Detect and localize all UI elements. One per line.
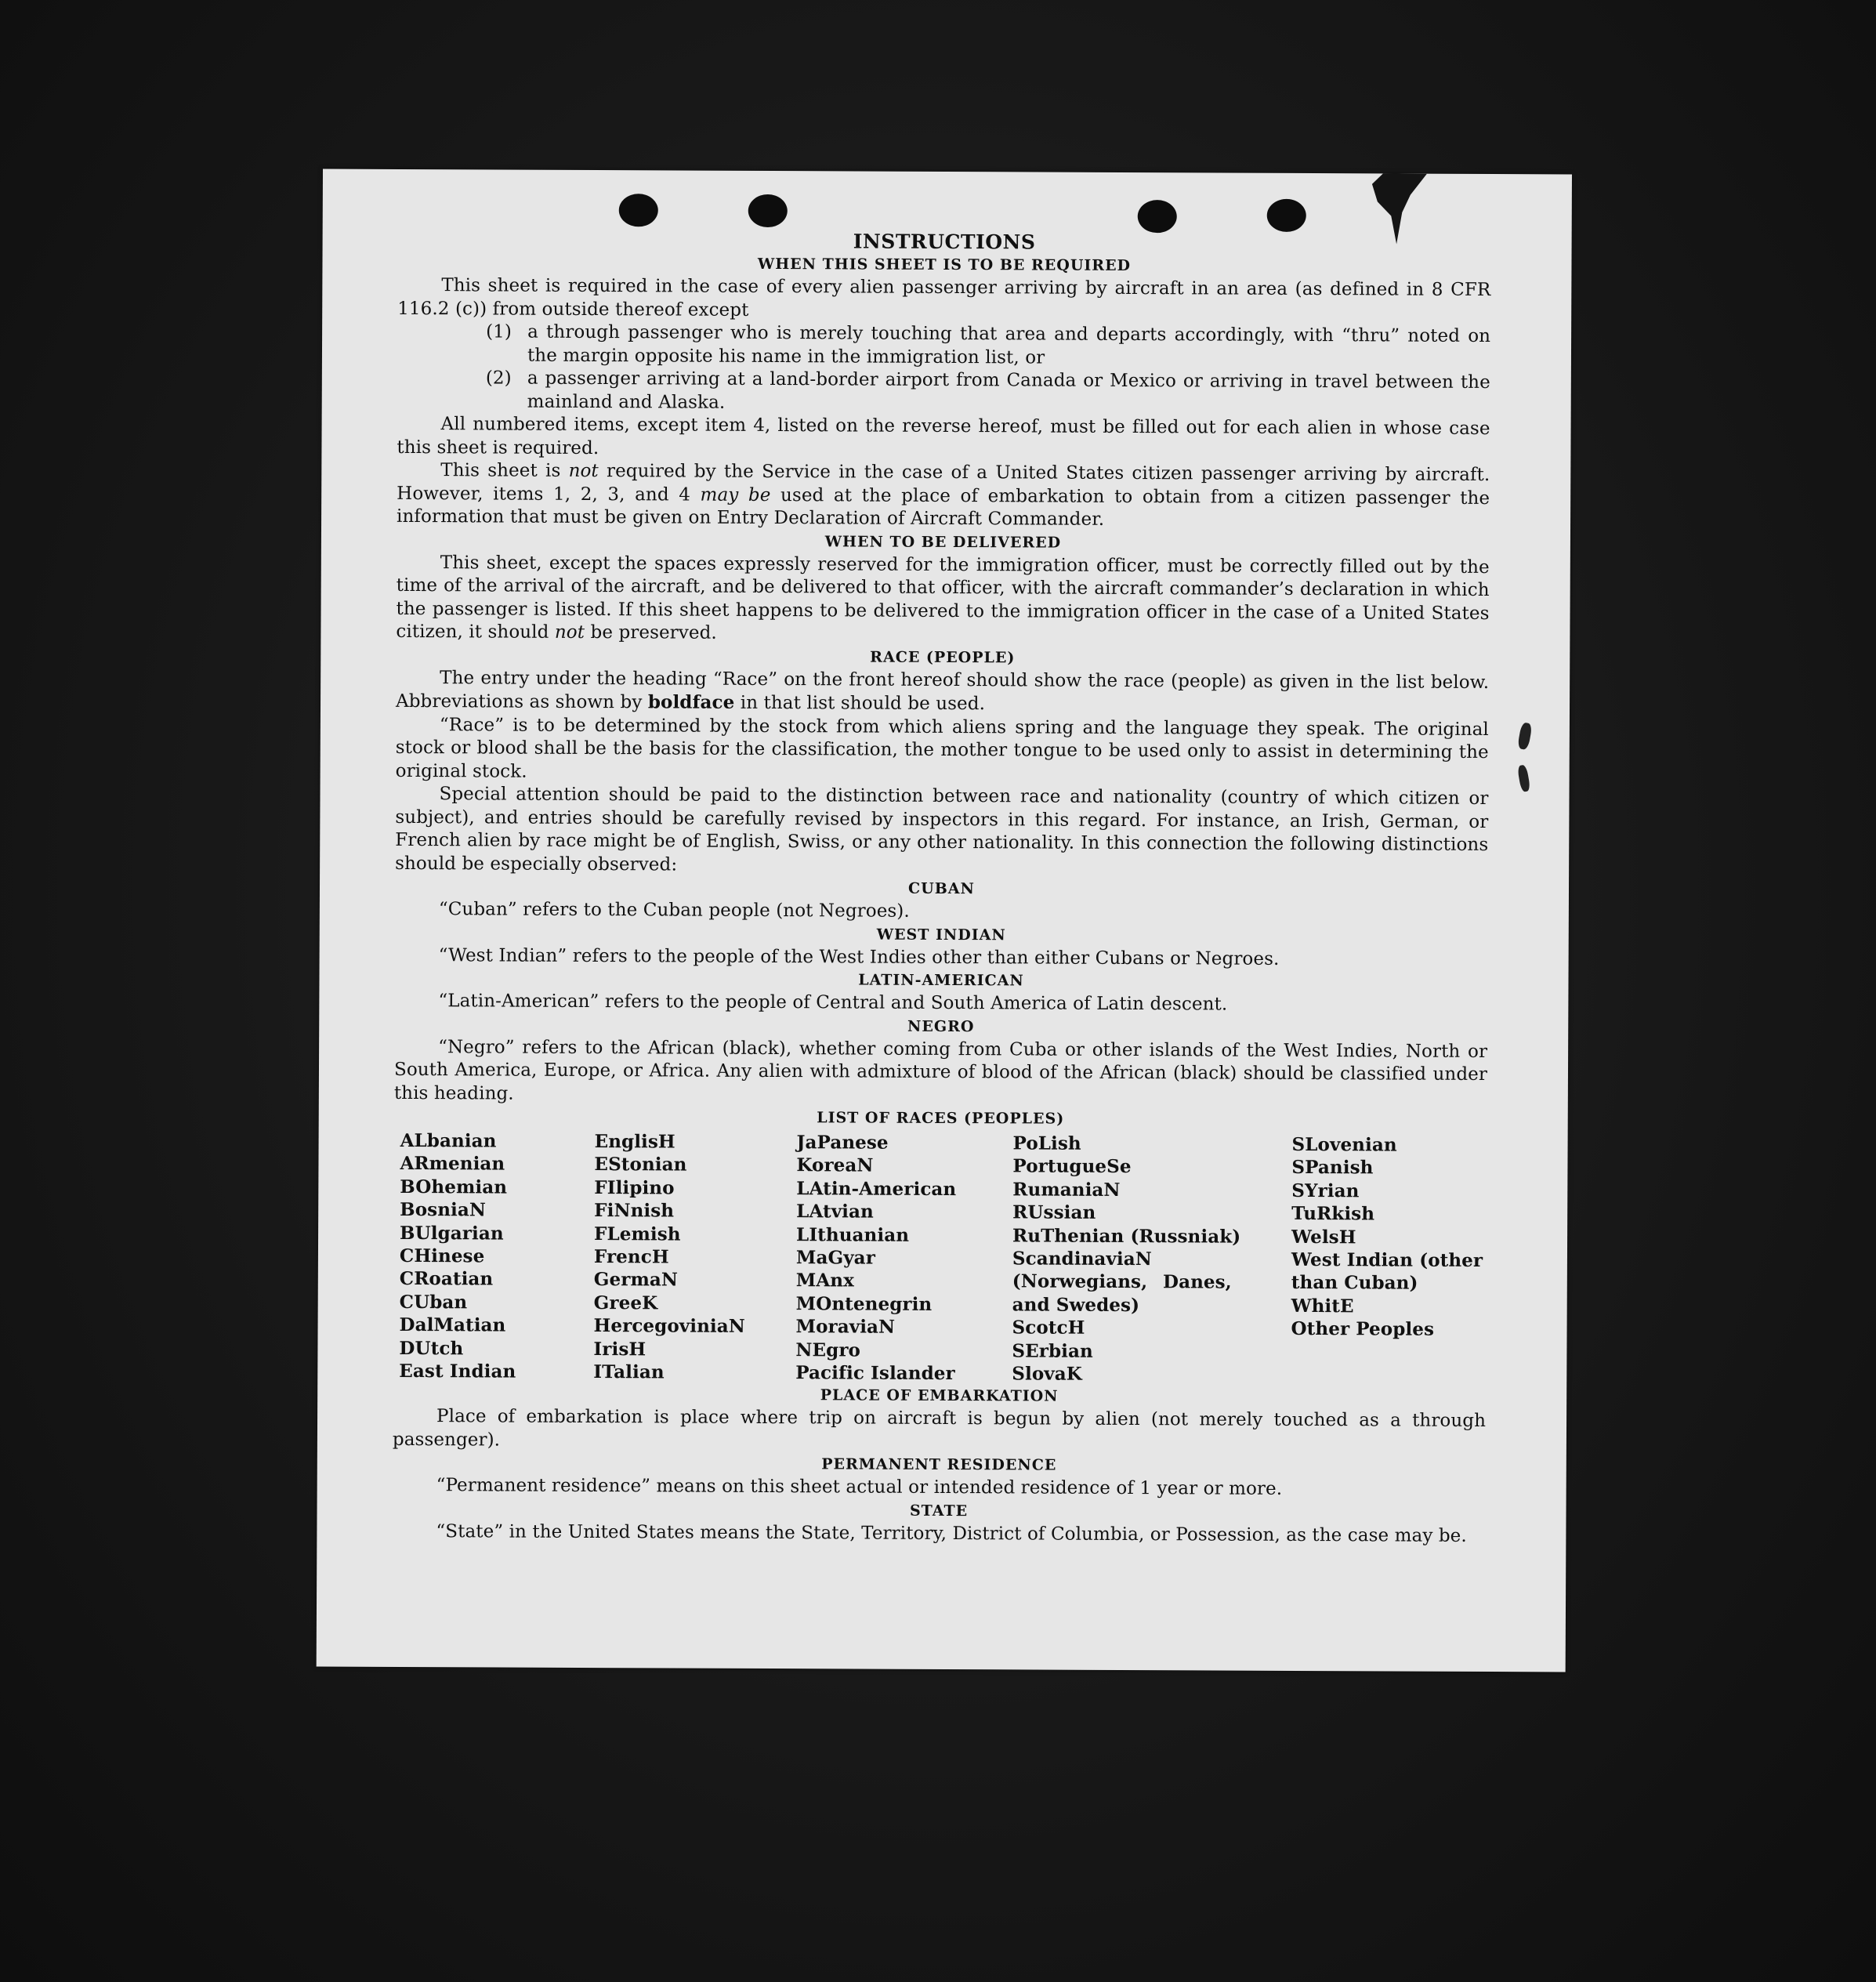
section-heading: LATIN-AMERICAN [858, 971, 1024, 990]
punch-hole [619, 194, 658, 226]
text-run: required by the Service in the case of a United States citizen passenger arriving by aircraft. However, items 1, 2, 3, and 4 [397, 461, 1490, 505]
race-item: LAtin-American [796, 1177, 957, 1200]
race-item: ALbanian [400, 1129, 497, 1152]
race-item: CRoatian [399, 1268, 494, 1290]
race-item: RuThenian (Russniak) [1012, 1225, 1241, 1248]
text-run: This sheet, except the spaces expressly reserved for the immigration officer, must be correctly filled out by the time of the arrival of the aircraft, and be delivered to that officer, with the aircraft commander’s declaration in which the passenger is listed. If this sheet happens to be delivered to the immigration officer in the case of a United States citizen, it should [396, 552, 1490, 643]
paragraph: “Race” is to be determined by the stock from which aliens spring and the language they speak. The original stock or blood shall be the basis for the classification, the mother tongue to be used only to assist in determining the original stock. [395, 714, 1489, 782]
section-heading: WEST INDIAN [876, 926, 1006, 944]
race-item: FLemish [594, 1223, 681, 1245]
section-heading: WHEN THIS SHEET IS TO BE REQUIRED [757, 255, 1132, 275]
race-item: ARmenian [400, 1153, 505, 1175]
race-item: HercegoviniaN [593, 1315, 745, 1338]
ink-mark [1517, 764, 1531, 792]
section-heading: LIST OF RACES (PEOPLES) [817, 1109, 1065, 1128]
race-item: East Indian [399, 1361, 516, 1382]
race-item: TuRkish [1291, 1203, 1375, 1225]
paragraph [396, 551, 1490, 648]
race-item: GreeK [593, 1292, 658, 1314]
race-item: SLovenian [1291, 1133, 1397, 1156]
section-heading: STATE [909, 1502, 969, 1520]
race-item: LIthuanian [796, 1223, 910, 1246]
race-item: SPanish [1291, 1157, 1374, 1179]
race-item: Pacific Islander [795, 1362, 955, 1385]
race-item: EStonian [594, 1154, 687, 1176]
section-heading: CUBAN [908, 879, 975, 898]
sheet-content [392, 228, 1490, 1549]
paragraph: “Permanent residence” means on this sheet actual or intended residence of 1 year or more. [436, 1475, 1283, 1500]
race-column [795, 1131, 1012, 1386]
race-item: MaGyar [795, 1247, 876, 1269]
race-item: BOhemian [400, 1176, 508, 1198]
italic-text: not [568, 460, 599, 482]
punch-hole [1138, 200, 1177, 233]
section-heading: PERMANENT RESIDENCE [821, 1455, 1057, 1475]
exception-item [486, 321, 1490, 371]
race-item: ScandinaviaN (Norwegians, Danes, and Swedes) [1012, 1248, 1232, 1316]
race-column [399, 1129, 594, 1384]
section-heading: NEGRO [907, 1017, 975, 1035]
race-item: PortugueSe [1012, 1155, 1132, 1178]
page-title: INSTRUCTIONS [853, 230, 1036, 254]
race-item: PoLish [1012, 1132, 1081, 1154]
paragraph [397, 459, 1490, 534]
race-item: NEgro [795, 1339, 861, 1361]
paragraph: Place of embarkation is place where trip on aircraft is begun by alien (not merely touched as a through passenger). [392, 1406, 1487, 1451]
race-item: LAtvian [796, 1201, 874, 1223]
race-item: West Indian (other than Cuban) [1291, 1248, 1483, 1295]
race-item: RumaniaN [1012, 1179, 1121, 1201]
italic-text: may be [700, 484, 771, 505]
section-heading: PLACE OF EMBARKATION [820, 1386, 1059, 1406]
race-item: MAnx [795, 1270, 855, 1292]
paragraph: “Negro” refers to the African (black), whether coming from Cuba or other islands of the West Indies, North or South America, Europe, or Africa. Any alien with admixture of blood of the African (black) should be classified under this heading. [393, 1036, 1488, 1104]
race-item: WhitE [1291, 1295, 1354, 1317]
race-item: ITalian [593, 1361, 665, 1383]
exception-item [486, 367, 1490, 418]
race-item: SErbian [1012, 1340, 1093, 1362]
race-column [593, 1130, 796, 1385]
race-item: DUtch [399, 1337, 464, 1359]
race-item: MoraviaN [795, 1316, 896, 1338]
section-heading: RACE (PEOPLE) [870, 648, 1016, 666]
text-run: This sheet is [440, 460, 569, 481]
text-run: The entry under the heading “Race” on the front hereof should show the race (people) as given in the list below. Abbreviations as shown by [395, 667, 1490, 713]
race-item: GermaN [593, 1269, 679, 1291]
race-column [1291, 1133, 1493, 1388]
race-item: BUlgarian [400, 1222, 504, 1245]
race-item: ScotcH [1012, 1317, 1085, 1339]
race-item: SlovaK [1012, 1363, 1082, 1385]
race-item: Other Peoples [1291, 1318, 1435, 1340]
item-text: a through passenger who is merely touching that area and departs accordingly, with “thru” noted on the margin opposite his name in the immigration list, or [527, 321, 1491, 368]
paragraph: This sheet is required in the case of every alien passenger arriving by aircraft in an area (as defined in 8 CFR 116.2 (c)) from outside thereof except [397, 275, 1491, 321]
ink-mark [1517, 722, 1533, 750]
text-run: used at the place of embarkation to obtain from a citizen passenger the information that must be given on Entry Declaration of Aircraft Commander. [397, 484, 1490, 530]
paragraph [396, 666, 1489, 718]
paragraph: “State” in the United States means the State, Territory, District of Columbia, or Possession, as the case may be. [436, 1521, 1467, 1546]
paragraph: All numbered items, except item 4, listed on the reverse hereof, must be filled out for each alien in whose case this sheet is required. [397, 414, 1490, 458]
race-column [1012, 1132, 1291, 1386]
paragraph: “West Indian” refers to the people of the West Indies other than either Cubans or Negroes. [438, 944, 1280, 969]
race-item: RUssian [1012, 1201, 1096, 1224]
race-item: FrencH [593, 1246, 669, 1268]
race-item: KoreaN [796, 1154, 874, 1177]
italic-text: not [554, 621, 585, 643]
race-item: WelsH [1291, 1226, 1356, 1248]
race-item: DalMatian [399, 1314, 506, 1336]
race-item: FiNnish [594, 1200, 675, 1222]
text-run: in that list should be used. [734, 692, 986, 715]
section-heading: WHEN TO BE DELIVERED [824, 532, 1062, 552]
item-number: (1) [486, 321, 512, 342]
race-item: CHinese [399, 1245, 485, 1267]
instruction-sheet [317, 169, 1572, 1672]
punch-hole [748, 194, 788, 227]
paragraph: “Cuban” refers to the Cuban people (not Negroes). [438, 899, 910, 922]
race-item: FIlipino [594, 1176, 675, 1199]
paragraph: “Latin-American” refers to the people of Central and South America of Latin descent. [438, 991, 1228, 1015]
punch-hole [1267, 199, 1306, 232]
race-list [399, 1129, 1487, 1388]
race-item: JaPanese [796, 1132, 889, 1154]
item-number: (2) [485, 368, 512, 389]
race-item: CUban [399, 1291, 468, 1313]
paragraph: Special attention should be paid to the distinction between race and nationality (country of which citizen or subject), and entries should be carefully revised by inspectors in this regard. For instance, an Irish, German, or French alien by race might be of English, Swiss, or any other nationality. In this connection the following distinctions should be especially observed: [395, 784, 1489, 875]
text-run: be preserved. [585, 621, 717, 643]
race-item: IrisH [593, 1338, 646, 1360]
race-item: SYrian [1291, 1179, 1360, 1202]
item-text: a passenger arriving at a land-border airport from Canada or Mexico or arriving in travel between the mainland and Alaska. [527, 368, 1490, 413]
race-item: BosniaN [400, 1199, 487, 1221]
bold-text: boldface [647, 691, 735, 713]
race-item: EnglisH [594, 1131, 675, 1153]
race-item: MOntenegrin [795, 1293, 933, 1315]
